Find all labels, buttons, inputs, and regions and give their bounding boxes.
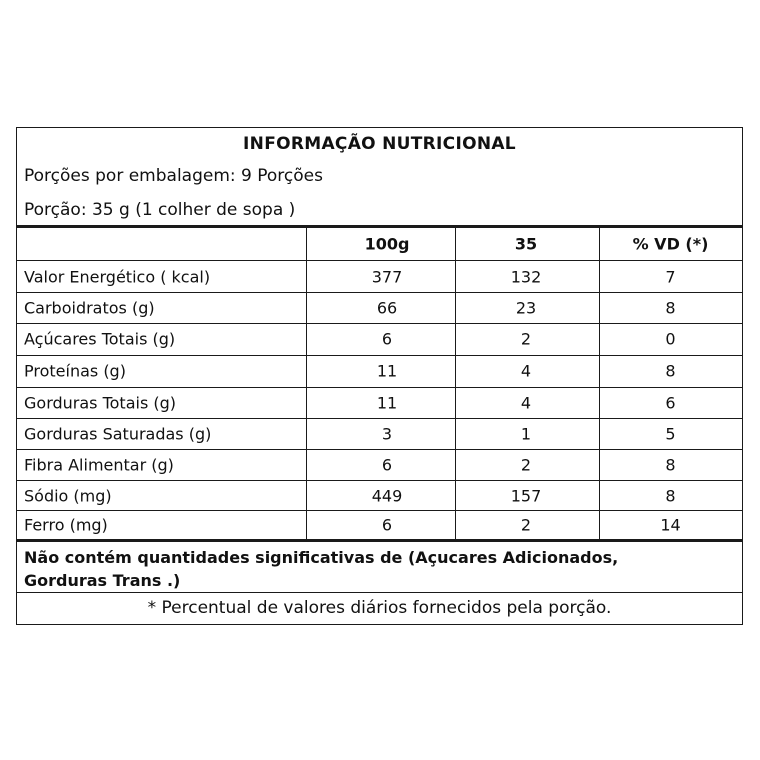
- divider: [17, 539, 742, 542]
- column-divider: [455, 228, 456, 540]
- nutrition-facts-label: [16, 127, 743, 625]
- table-row: [17, 510, 742, 540]
- nutrient-name: Gorduras Saturadas (g): [24, 424, 212, 444]
- column-divider: [306, 228, 307, 540]
- value-100g: 377: [371, 267, 403, 287]
- nutrient-name: Proteínas (g): [24, 361, 126, 381]
- nutrient-name: Carboidratos (g): [24, 298, 155, 318]
- header-cell-100g: 100g: [364, 234, 410, 254]
- value-dv: 7: [665, 267, 676, 287]
- not-significant-note: [24, 546, 618, 592]
- value-100g: 6: [381, 455, 393, 475]
- serving-size: Porção: 35 g (1 colher de sopa ): [24, 200, 296, 220]
- value-100g: 11: [376, 361, 398, 381]
- value-dv: 0: [665, 329, 676, 349]
- value-dv: 8: [665, 486, 676, 506]
- value-100g: 11: [376, 393, 398, 413]
- header-cell-portion: 35: [514, 234, 538, 254]
- value-dv: 5: [665, 424, 676, 444]
- value-100g: 66: [376, 298, 398, 318]
- nutrient-name: Valor Energético ( kcal): [24, 267, 211, 287]
- value-portion: 157: [510, 486, 542, 506]
- value-portion: 4: [520, 393, 532, 413]
- table-row: [17, 356, 742, 386]
- header-cell-dv: % VD (*): [632, 234, 709, 254]
- label-title: INFORMAÇÃO NUTRICIONAL: [243, 134, 516, 154]
- nutrient-name: Sódio (mg): [24, 486, 112, 506]
- servings-per-package: Porções por embalagem: 9 Porções: [24, 166, 323, 186]
- value-portion: 4: [520, 361, 532, 381]
- not-significant-note-line: Não contém quantidades significativas de (Açucares Adicionados,: [24, 548, 619, 567]
- value-100g: 449: [371, 486, 403, 506]
- value-portion: 132: [510, 267, 542, 287]
- value-portion: 2: [520, 329, 532, 349]
- column-divider: [599, 228, 600, 540]
- value-portion: 23: [515, 298, 537, 318]
- divider: [17, 225, 742, 228]
- value-100g: 6: [381, 515, 393, 535]
- table-header-row: [17, 229, 742, 259]
- value-dv: 8: [665, 298, 676, 318]
- table-row: [17, 481, 742, 511]
- value-dv: 14: [660, 515, 681, 535]
- not-significant-note-line: Gorduras Trans .): [24, 571, 181, 590]
- table-row: [17, 262, 742, 292]
- nutrient-name: Fibra Alimentar (g): [24, 455, 174, 475]
- footnote: * Percentual de valores diários fornecidos pela porção.: [147, 598, 612, 618]
- table-row: [17, 450, 742, 480]
- value-dv: 8: [665, 361, 676, 381]
- value-dv: 8: [665, 455, 676, 475]
- table-row: [17, 419, 742, 449]
- value-dv: 6: [665, 393, 676, 413]
- nutrient-name: Ferro (mg): [24, 515, 108, 535]
- divider: [17, 260, 742, 261]
- table-row: [17, 293, 742, 323]
- table-row: [17, 388, 742, 418]
- divider: [17, 592, 742, 593]
- nutrient-name: Gorduras Totais (g): [24, 393, 177, 413]
- table-row: [17, 324, 742, 354]
- value-100g: 3: [381, 424, 393, 444]
- value-portion: 2: [520, 455, 532, 475]
- nutrient-name: Açúcares Totais (g): [24, 329, 176, 349]
- value-100g: 6: [381, 329, 393, 349]
- value-portion: 1: [520, 424, 532, 444]
- value-portion: 2: [520, 515, 532, 535]
